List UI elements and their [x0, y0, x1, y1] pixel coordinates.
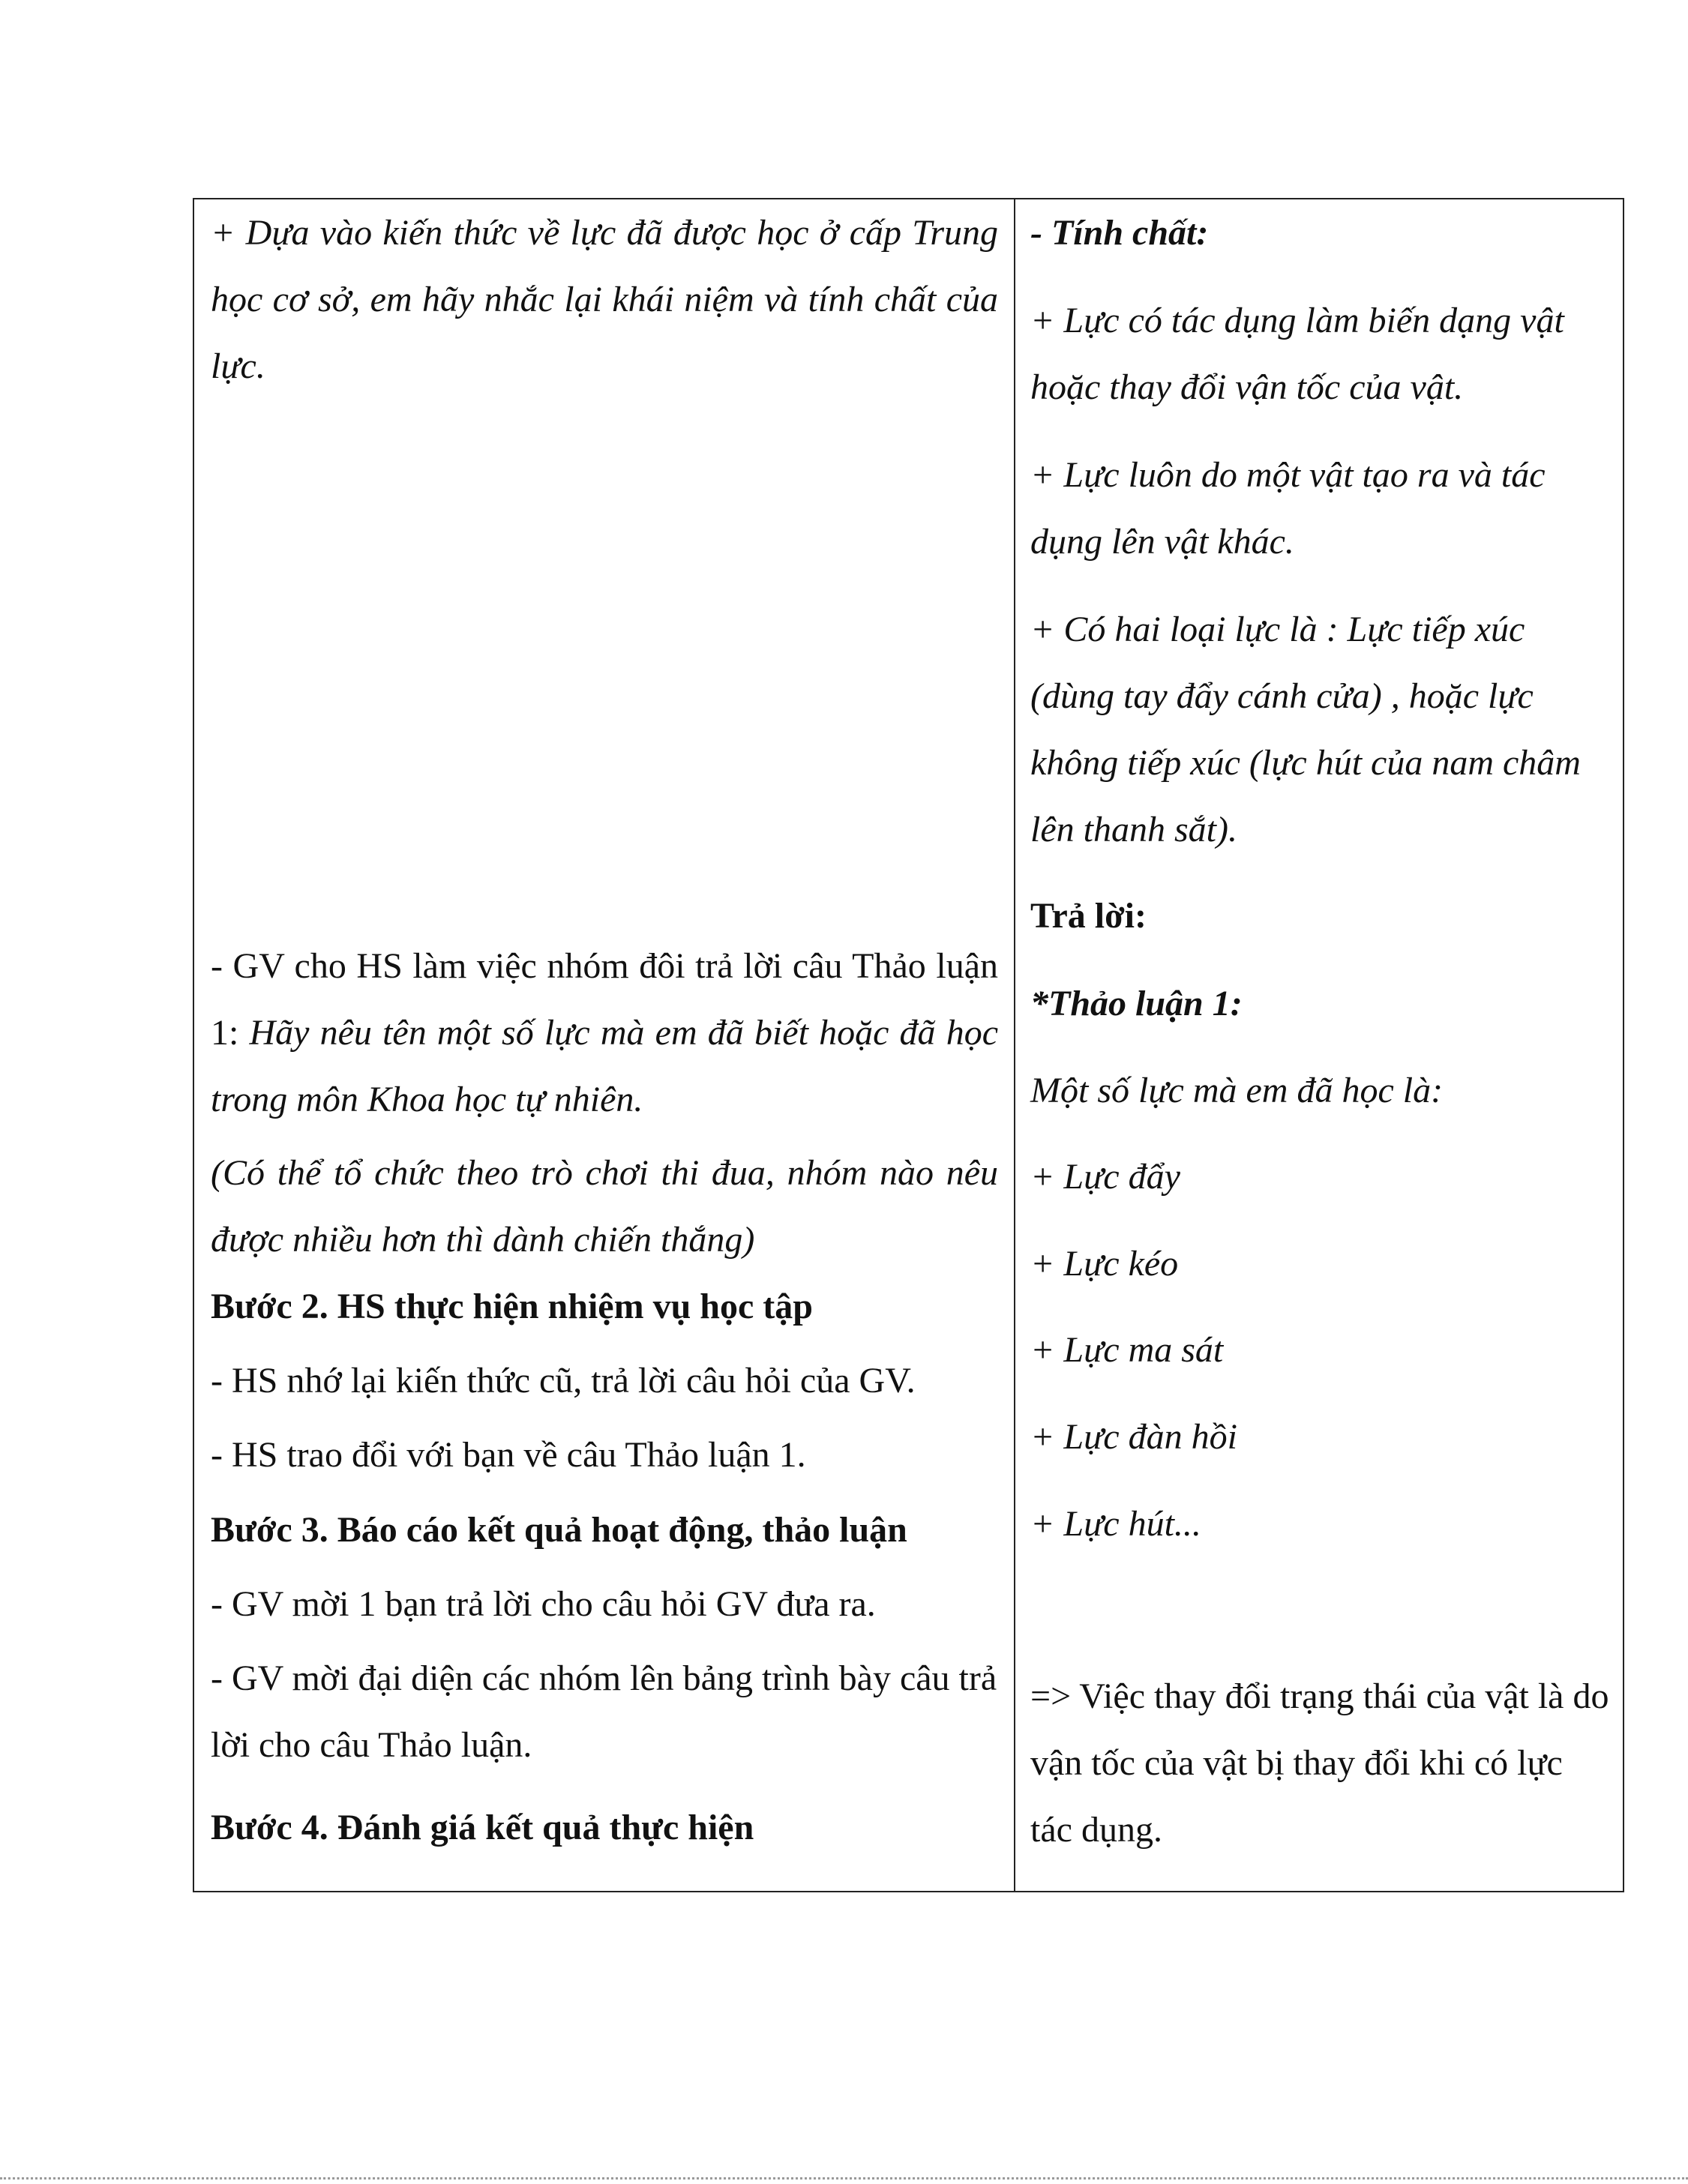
conclusion: => Việc thay đổi trạng thái của vật là do vận tốc của vật bị thay đổi khi có lực tác dụng. [1030, 1676, 1609, 1850]
game-note: (Có thể tổ chức theo trò chơi thi đua, nhóm nào nêu được nhiều hơn thì dành chiến thắng) [211, 1153, 998, 1260]
lesson-table [193, 198, 1624, 1892]
force-item: + Lực hút... [1030, 1504, 1201, 1544]
property-3: + Có hai loại lực là : Lực tiếp xúc (dùng tay đẩy cánh cửa) , hoặc lực không tiếp xúc (lực hút của nam châm lên thanh sắt). [1030, 610, 1581, 849]
content-column [1015, 199, 1624, 1892]
step4-heading: Bước 4. Đánh giá kết quả thực hiện [211, 1808, 754, 1847]
properties-heading: - Tính chất: [1030, 213, 1209, 253]
force-item: + Lực đẩy [1030, 1157, 1180, 1197]
recall-question: + Dựa vào kiến thức về lực đã được học ở cấp Trung học cơ sở, em hãy nhắc lại khái niệm và tính chất của lực. [211, 213, 998, 386]
step2-item-1: - HS nhớ lại kiến thức cũ, trả lời câu hỏi của GV. [211, 1361, 916, 1401]
page-bottom-rule [0, 2177, 1688, 2180]
discussion-heading: *Thảo luận 1: [1030, 984, 1243, 1023]
step3-item-2: - GV mời đại diện các nhóm lên bảng trình bày câu trả lời cho câu Thảo luận. [211, 1658, 997, 1765]
force-item: + Lực kéo [1030, 1244, 1179, 1284]
table-row [193, 199, 1624, 1892]
forces-intro: Một số lực mà em đã học là: [1030, 1071, 1444, 1110]
pair-work-question: Hãy nêu tên một số lực mà em đã biết hoặc đã học trong môn Khoa học tự nhiên. [211, 1013, 998, 1119]
force-item: + Lực đàn hồi [1030, 1417, 1237, 1457]
property-1: + Lực có tác dụng làm biến dạng vật hoặc thay đổi vận tốc của vật. [1030, 301, 1564, 407]
property-2: + Lực luôn do một vật tạo ra và tác dụng lên vật khác. [1030, 455, 1546, 562]
step2-item-2: - HS trao đổi với bạn về câu Thảo luận 1. [211, 1435, 806, 1475]
step3-item-1: - GV mời 1 bạn trả lời cho câu hỏi GV đưa ra. [211, 1584, 876, 1624]
step3-heading: Bước 3. Báo cáo kết quả hoạt động, thảo luận [211, 1510, 907, 1550]
pair-work-intro: - GV cho HS làm việc nhóm đôi trả lời câu Thảo luận 1: [211, 946, 998, 1053]
pair-work-task [211, 933, 998, 1133]
force-item: + Lực ma sát [1030, 1330, 1224, 1370]
activity-column [193, 199, 1015, 1892]
answer-heading: Trả lời: [1030, 896, 1147, 936]
step2-heading: Bước 2. HS thực hiện nhiệm vụ học tập [211, 1287, 813, 1326]
